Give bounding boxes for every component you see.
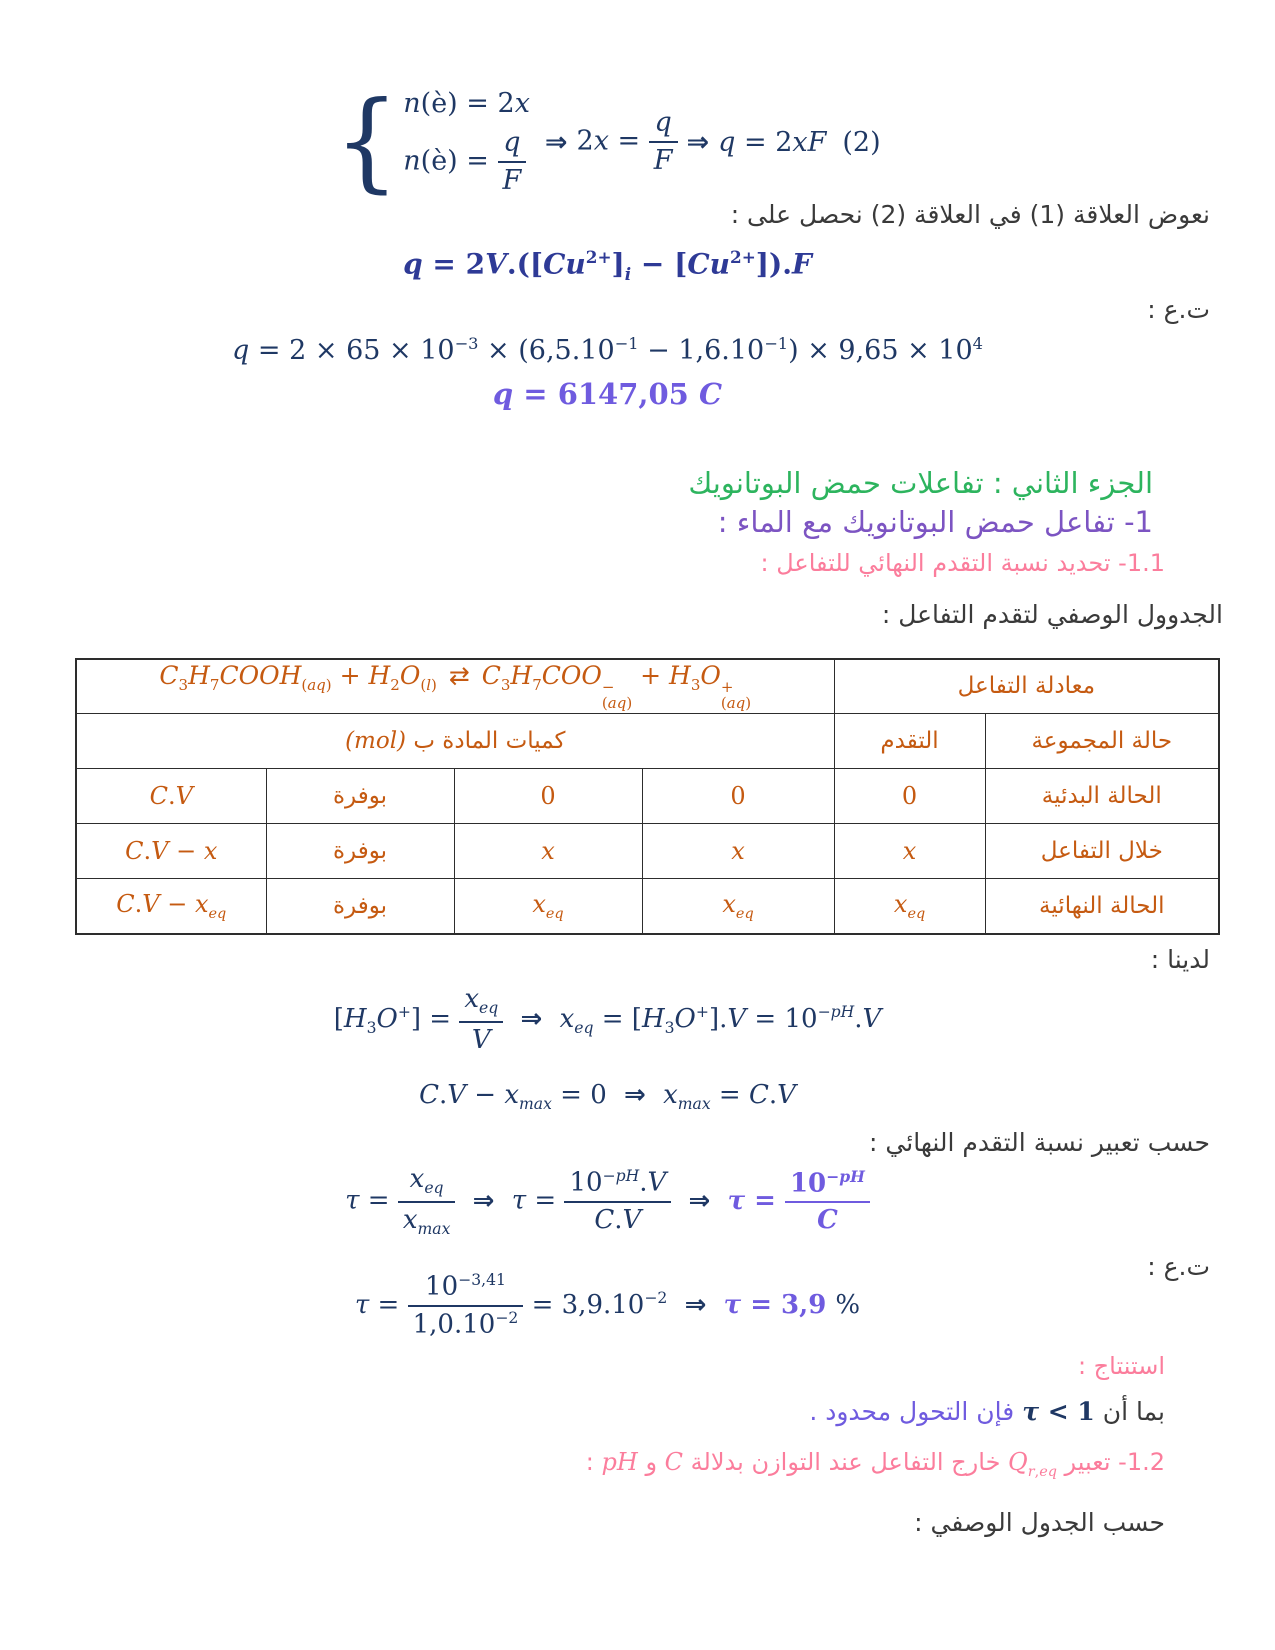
- table-row-during: [76, 823, 1219, 878]
- table-cell: C.V − x: [76, 823, 266, 878]
- line-numerical-application-1: ت.ع :: [1147, 295, 1210, 324]
- line-qtable-intro: حسب الجدول الوصفي :: [914, 1508, 1165, 1537]
- equation-charge-numeric: $q = 2 \times 65 \times 10^{-3} \times (6,5.10^{-1} - 1,6.10^{-1}) \times 9,65 \times 10^4$: [232, 334, 983, 366]
- heading-section-1: 1- تفاعل حمض البوتانويك مع الماء :: [717, 505, 1153, 539]
- table-state-final: الحالة النهائية: [985, 878, 1219, 934]
- table-cell: x: [454, 823, 642, 878]
- equation-xmax: $C.V - x_{max} = 0$ ⇒ $x_{max} = C.V$: [419, 1080, 796, 1114]
- line-tau-expression-intro: حسب تعبير نسبة التقدم النهائي :: [869, 1128, 1210, 1157]
- table-cell: C.V: [76, 768, 266, 823]
- heading-section-1-1: 1.1- تحديد نسبة التقدم النهائي للتفاعل :: [760, 549, 1165, 577]
- progress-table: [75, 658, 1220, 935]
- since-suffix: فإن التحول محدود .: [809, 1397, 1015, 1426]
- table-state-initial: الحالة البدئية: [985, 768, 1219, 823]
- table-cell: $x_{eq}$: [834, 878, 985, 934]
- equation-charge-cu: $q = 2V.([Cu^{2+}]_i - [Cu^{2+}]).F$: [403, 247, 812, 284]
- equation-tau-expression: τ = $\frac{x_{eq}}{x_{max}}$ ⇒ τ = $\frac{10^{-pH}.V}{C.V}$ ⇒ τ = $\frac{10^{-pH}}{C}$: [0, 1165, 1275, 1238]
- table-state-label: حالة المجموعة: [985, 713, 1219, 768]
- equation-h3o: $[H_3O^+]$ = $\frac{x_{eq}}{V}$ ⇒ $x_{eq} = [H_3O^+].V = 10^{-pH}.V$: [333, 984, 882, 1055]
- tau-inequality: τ < 1: [1022, 1397, 1095, 1426]
- line-since-limited: [0, 1397, 1275, 1426]
- line-we-have: لدينا :: [1150, 945, 1210, 974]
- table-row-headers: [76, 713, 1219, 768]
- table-cell: 0: [834, 768, 985, 823]
- table-cell: 0: [642, 768, 834, 823]
- equation-charge-result: q = 6147,05 C: [492, 377, 723, 411]
- table-row-equation: [76, 659, 1219, 713]
- table-equation-label: معادلة التفاعل: [834, 659, 1219, 713]
- equation-tau-numeric: τ = $\frac{10^{-3,41}}{1,0.10^{-2}}$ = $3,9.10^{-2}$ ⇒ τ = 3,9 %: [354, 1271, 861, 1340]
- equation-system: { n(è) = 2x n(è) = $\frac{q}{F}$ ⇒ 2x = $\frac{q}{F}$ ⇒ q = 2xF (2): [334, 78, 881, 205]
- heading-section-1-2: 1.2- تعبير $Q_{r,eq}$ خارج التفاعل عند التوازن بدلالة C و pH :: [585, 1448, 1165, 1480]
- table-row-final: [76, 878, 1219, 934]
- line-numerical-application-2: ت.ع :: [1147, 1252, 1210, 1281]
- since-prefix: بما أن: [1102, 1397, 1165, 1426]
- table-cell: بوفرة: [266, 768, 454, 823]
- heading-part-two: الجزء الثاني : تفاعلات حمض البوتانويك: [688, 466, 1153, 500]
- line-table-intro: الجدوول الوصفي لتقدم التفاعل :: [881, 600, 1223, 629]
- table-cell: بوفرة: [266, 823, 454, 878]
- table-cell: بوفرة: [266, 878, 454, 934]
- heading-conclusion: استنتاج :: [1077, 1352, 1165, 1380]
- table-cell: x: [642, 823, 834, 878]
- table-chemical-equation: $C_3H_7COOH_{(aq)} + H_2O_{(l)}$ ⇄ $C_3H_7COO$ − (aq) + $H_3O$ + (aq): [76, 659, 834, 713]
- table-cell: $x_{eq}$: [454, 878, 642, 934]
- table-cell: x: [834, 823, 985, 878]
- table-amounts-label: كميات المادة ب (mol): [76, 713, 834, 768]
- table-state-during: خلال التفاعل: [985, 823, 1219, 878]
- table-cell: $x_{eq}$: [642, 878, 834, 934]
- table-cell: $C.V - x_{eq}$: [76, 878, 266, 934]
- table-cell: 0: [454, 768, 642, 823]
- table-progress-label: التقدم: [834, 713, 985, 768]
- table-row-initial: [76, 768, 1219, 823]
- line-substitution: نعوض العلاقة (1) في العلاقة (2) نحصل على :: [730, 200, 1210, 229]
